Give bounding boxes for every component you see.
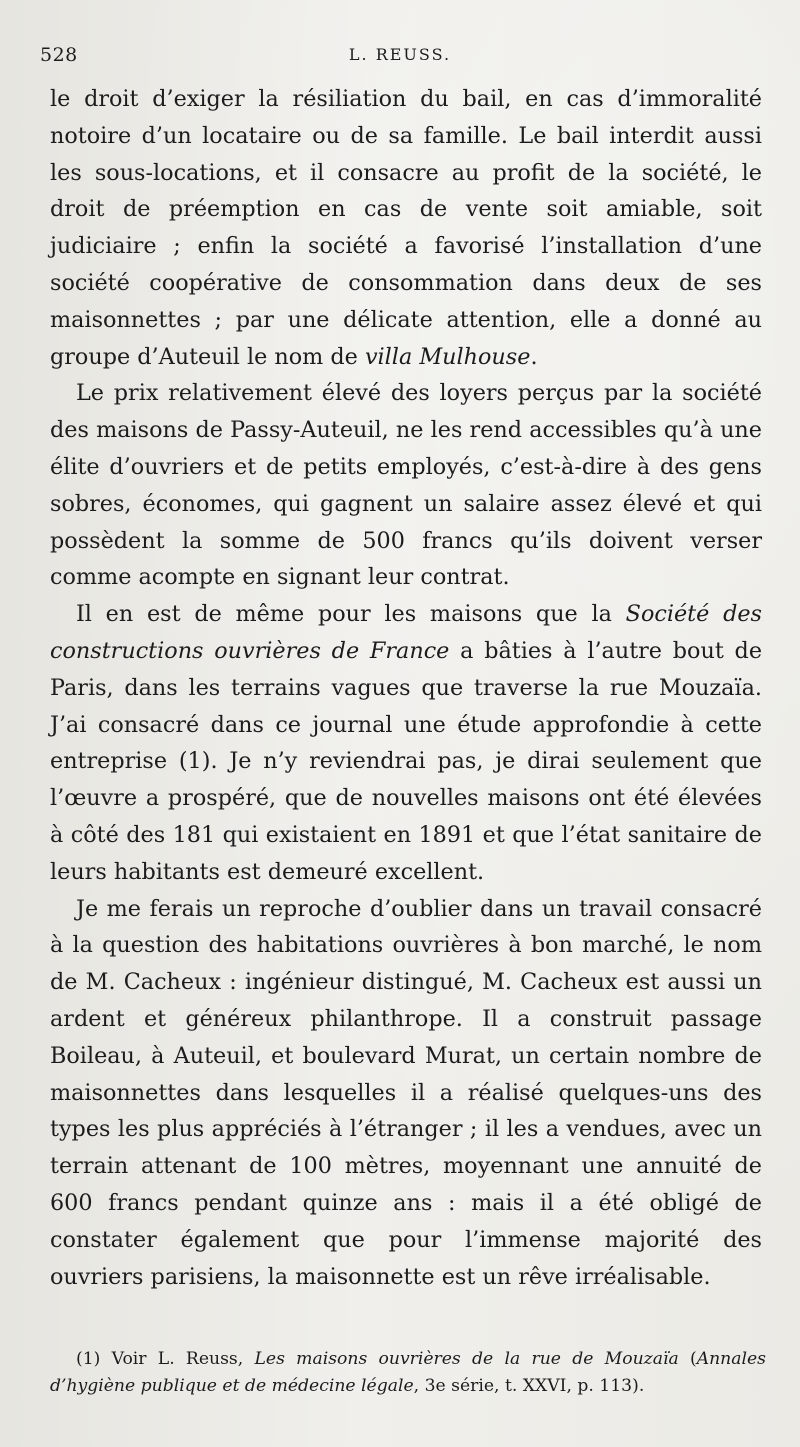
footnote-text — [50, 1346, 766, 1400]
running-head — [40, 44, 760, 70]
paragraph-4 — [50, 891, 762, 1296]
italic-text: villa Mulhouse — [364, 343, 531, 370]
text-run: Il en est de même pour les maisons que la — [76, 601, 626, 628]
text-run: Je me ferais un reproche d’oublier dans un travail consacré à la question des habitations ouvrières à bon marché, le nom de M. Cacheux : ingénieur distingué, M. Cacheux est aussi un ardent et généreux philanthrope. Il a construit passage Boileau, à Auteuil, et boulevard Murat, un certain nombre de maisonnettes dans lesquelles il a réalisé quelques-uns des types les plus appréciés à l’étranger ; il les a vendues, avec un terrain attenant de 100 mètres, moyennant une annuité de 600 francs pendant quinze ans : mais il a été obligé de constater également que pour l’immense majorité des ouvriers parisiens, la maisonnette est un rêve irréalisable. — [50, 895, 762, 1290]
italic-text: Les maisons ouvrières de la rue de Mouzaïa — [254, 1349, 679, 1369]
italic-text: Annales d’hygiène publique et de médecine légale — [50, 1349, 766, 1396]
text-run: . — [530, 343, 538, 370]
body-text — [50, 81, 762, 1295]
page-number: 528 — [40, 44, 78, 66]
text-run: Le prix relativement élevé des loyers perçus par la société des maisons de Passy-Auteuil, ne les rend accessibles qu’à une élite d’ouvriers et de petits employés, c’est-à-dire à des gens sobres, économes, qui gagnent un salaire assez élevé et qui possèdent la somme de 500 francs qu’ils doivent verser comme acompte en signant leur contrat. — [50, 380, 762, 591]
footnote — [50, 1346, 766, 1400]
text-run: (1) Voir L. Reuss, — [76, 1349, 255, 1369]
text-run: ( — [678, 1349, 697, 1369]
paragraph-2 — [50, 375, 762, 596]
italic-text: Société des constructions ouvrières de France — [50, 601, 762, 664]
text-run: , 3e série, t. XXVI, p. 113). — [413, 1376, 645, 1396]
text-run: le droit d’exiger la résiliation du bail, en cas d’immoralité notoire d’un locataire ou de sa famille. Le bail interdit aussi les sous-locations, et il consacre au profit de la société, le droit de préemption en cas de vente soit amiable, soit judiciaire ; enfin la société a favorisé l’installation d’une société coopérative de consommation dans deux de ses maisonnettes ; par une délicate attention, elle a donné au groupe d’Auteuil le nom de — [50, 86, 762, 370]
paragraph-3 — [50, 596, 762, 890]
text-run: a bâties à l’autre bout de Paris, dans les terrains vagues que traverse la rue Mouzaïa. J’ai consacré dans ce journal une étude approfondie à cette entreprise (1). Je n’y reviendrai pas, je dirai seulement que l’œuvre a prospéré, que de nouvelles maisons ont été élevées à côté des 181 qui existaient en 1891 et que l’état sanitaire de leurs habitants est demeuré excellent. — [50, 637, 763, 885]
running-title: L. REUSS. — [348, 45, 452, 64]
paragraph-1 — [50, 81, 762, 375]
